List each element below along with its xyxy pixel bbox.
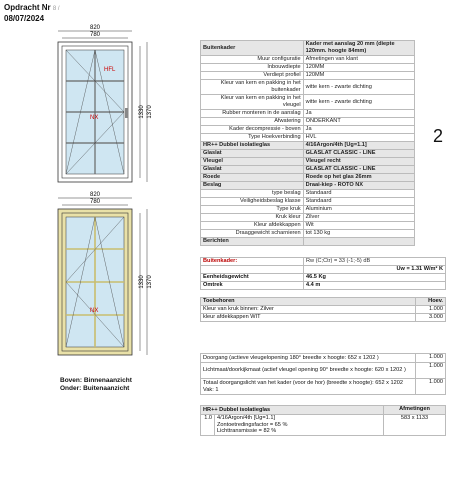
top-height-inner: 1330 — [139, 105, 145, 119]
spec-key: Beslag — [201, 182, 304, 190]
spec-value: Kader met aanslag 20 mm (diepte 120mm. hoogte 84mm) — [303, 41, 414, 56]
bottom-height-outer: 1370 — [147, 275, 153, 289]
window-drawing — [0, 22, 200, 412]
spec-row — [201, 56, 415, 64]
doorgang-table — [200, 353, 446, 395]
glas-dims: 583 x 1133 — [384, 415, 446, 436]
spec-key: Glaslat — [201, 150, 304, 158]
window-top-view — [58, 25, 153, 182]
spec-table — [200, 40, 415, 246]
doorgang-item-qty: 1.000 — [416, 363, 446, 379]
spec-key: Kruk kleur — [201, 214, 304, 222]
order-number-faint: 8 / — [52, 6, 60, 12]
spec-row — [201, 41, 415, 56]
view-caption — [60, 377, 132, 393]
gewicht-label: Eenheidsgewicht — [201, 274, 304, 282]
uw-value: Uw = 1.31 W/m² K — [304, 266, 446, 274]
calc-table — [200, 257, 446, 290]
spec-value: Vleugel recht — [303, 158, 414, 166]
top-label-hfl: HFL — [104, 67, 116, 73]
spec-row — [201, 110, 415, 118]
spec-value: Afmetingen van klant — [303, 56, 414, 64]
spec-key: Kleur afdekkappen — [201, 222, 304, 230]
spec-value: 120MM — [303, 64, 414, 72]
spec-key: Roede — [201, 174, 304, 182]
spec-value: 4/16Argon/4th [Ug=1.1] — [303, 142, 414, 150]
spec-row — [201, 80, 415, 95]
doorgang-item-label: Lichtmaat/doorkijkmaat (actief vleugel opening 90° breedte x hoogte: 620 x 1202 ) — [201, 363, 416, 379]
spec-key: Afwatering — [201, 118, 304, 126]
buitenkader-calc-label: Buitenkader: — [201, 258, 304, 266]
rw-value: Rw (C;Ctr) = 33 (-1;-5) dB — [304, 258, 446, 266]
spec-row — [201, 158, 415, 166]
caption-top: Boven: Binnenaanzicht — [60, 377, 132, 384]
bottom-label-nx: NX — [90, 308, 99, 314]
bottom-width-outer: 820 — [89, 192, 101, 198]
toebehoren-item-qty: 3.000 — [416, 314, 446, 322]
doorgang-item-label: Doorgang (actieve vleugelopening 180° breedte x hoogte: 652 x 1202 ) — [201, 354, 416, 363]
toebehoren-qty-header: Hoev. — [416, 298, 446, 306]
toebehoren-header: Toebehoren — [201, 298, 416, 306]
spec-key: Inbouwdiepte — [201, 64, 304, 72]
spec-key: HR++ Dubbel isolatieglas — [201, 142, 304, 150]
toebehoren-item-label: Kleur van kruk binnen: Zilver — [201, 306, 416, 314]
spec-key: Berichten — [201, 238, 304, 246]
spec-row — [201, 142, 415, 150]
spec-row — [201, 238, 415, 246]
spec-row — [201, 134, 415, 142]
spec-value: ONDERKANT — [303, 118, 414, 126]
doorgang-item-label: Totaal doorgangslicht van het kader (voor de hor) (breedte x hoogte): 652 x 1202 Vak: 1 — [201, 379, 416, 395]
spec-value: 120MM — [303, 72, 414, 80]
order-date: 08/07/2024 — [4, 14, 45, 23]
doorgang-item-qty: 1.000 — [416, 354, 446, 363]
spec-row — [201, 214, 415, 222]
spec-row — [201, 150, 415, 158]
spec-value: Zilver — [303, 214, 414, 222]
toebehoren-item-label: kleur afdekkappen WIT — [201, 314, 416, 322]
table-row — [201, 379, 446, 395]
spec-row — [201, 64, 415, 72]
spec-key: Kader decompressie - boven — [201, 126, 304, 134]
glas-description — [215, 415, 384, 436]
spec-value: Standaard — [303, 190, 414, 198]
spec-key: Veiligheidsbeslag klasse — [201, 198, 304, 206]
table-row — [201, 306, 446, 314]
spec-value: HVL — [303, 134, 414, 142]
spec-key: Muur configuratie — [201, 56, 304, 64]
spec-value: tot 130 kg — [303, 230, 414, 238]
table-row — [201, 363, 446, 379]
omtrek-label: Omtrek — [201, 282, 304, 290]
spec-value: GLASLAT CLASSIC - LINE — [303, 150, 414, 158]
spec-value — [303, 238, 414, 246]
glas-line-1: 4/16Argon/4th [Ug=1.1] — [217, 415, 275, 421]
spec-value: witte kern - zwarte dichting — [303, 80, 414, 95]
glas-header: HR++ Dubbel isolatieglas — [201, 406, 384, 415]
spec-row — [201, 72, 415, 80]
spec-row — [201, 198, 415, 206]
table-row — [201, 314, 446, 322]
top-height-outer: 1370 — [147, 105, 153, 119]
spec-key: type beslag — [201, 190, 304, 198]
glas-line-2: Zontoetredingsfactor = 65 % — [217, 421, 288, 428]
bottom-width-inner: 780 — [89, 199, 101, 205]
bottom-height-inner: 1330 — [139, 275, 145, 289]
spec-key: Buitenkader — [201, 41, 304, 56]
spec-row — [201, 190, 415, 198]
glas-dim-header: Afmetingen — [384, 406, 446, 415]
toebehoren-item-qty: 1.000 — [416, 306, 446, 314]
spec-row — [201, 118, 415, 126]
table-row — [201, 354, 446, 363]
spec-row — [201, 230, 415, 238]
spec-key: Glaslat — [201, 166, 304, 174]
spec-value: Wit — [303, 222, 414, 230]
spec-key: Draaggewicht scharnieren — [201, 230, 304, 238]
glas-table — [200, 405, 446, 436]
spec-key: Type kruk — [201, 206, 304, 214]
top-width-outer: 820 — [89, 25, 101, 31]
spec-row — [201, 222, 415, 230]
top-width-inner: 780 — [89, 32, 101, 38]
order-header — [4, 3, 60, 24]
spec-value: GLASLAT CLASSIC - LINE — [303, 166, 414, 174]
order-label: Opdracht Nr — [4, 3, 51, 12]
spec-key: Kleur van kern en pakking in het vleugel — [201, 95, 304, 110]
spec-value: Standaard — [303, 198, 414, 206]
spec-key: Verdiept profiel — [201, 72, 304, 80]
omtrek-value: 4.4 m — [304, 282, 446, 290]
spec-row — [201, 182, 415, 190]
glas-qty: 1.0 — [201, 415, 215, 436]
spec-key: Type Hoekverbinding — [201, 134, 304, 142]
spec-row — [201, 206, 415, 214]
glas-line-3: Lichttransmissie = 82 % — [217, 428, 277, 434]
spec-row — [201, 174, 415, 182]
spec-value: Aluminium — [303, 206, 414, 214]
spec-key: Vleugel — [201, 158, 304, 166]
spec-value: Draai-kiep - ROTO NX — [303, 182, 414, 190]
position-badge: 2 — [432, 126, 443, 146]
spec-value: Ja — [303, 110, 414, 118]
spec-value: witte kern - zwarte dichting — [303, 95, 414, 110]
spec-key: Rubber monteren in de aanslag — [201, 110, 304, 118]
doorgang-item-qty: 1.000 — [416, 379, 446, 395]
gewicht-value: 46.5 Kg — [304, 274, 446, 282]
spec-row — [201, 166, 415, 174]
spec-key: Kleur van kern en pakking in het buitenkader — [201, 80, 304, 95]
spec-value: Roede op het glas 26mm — [303, 174, 414, 182]
spec-value: Ja — [303, 126, 414, 134]
table-row — [201, 415, 446, 436]
window-bottom-view — [58, 192, 153, 355]
caption-bottom: Onder: Buitenaanzicht — [60, 385, 130, 392]
top-label-nx: NX — [90, 115, 99, 121]
toebehoren-table — [200, 297, 446, 322]
spec-row — [201, 126, 415, 134]
spec-row — [201, 95, 415, 110]
